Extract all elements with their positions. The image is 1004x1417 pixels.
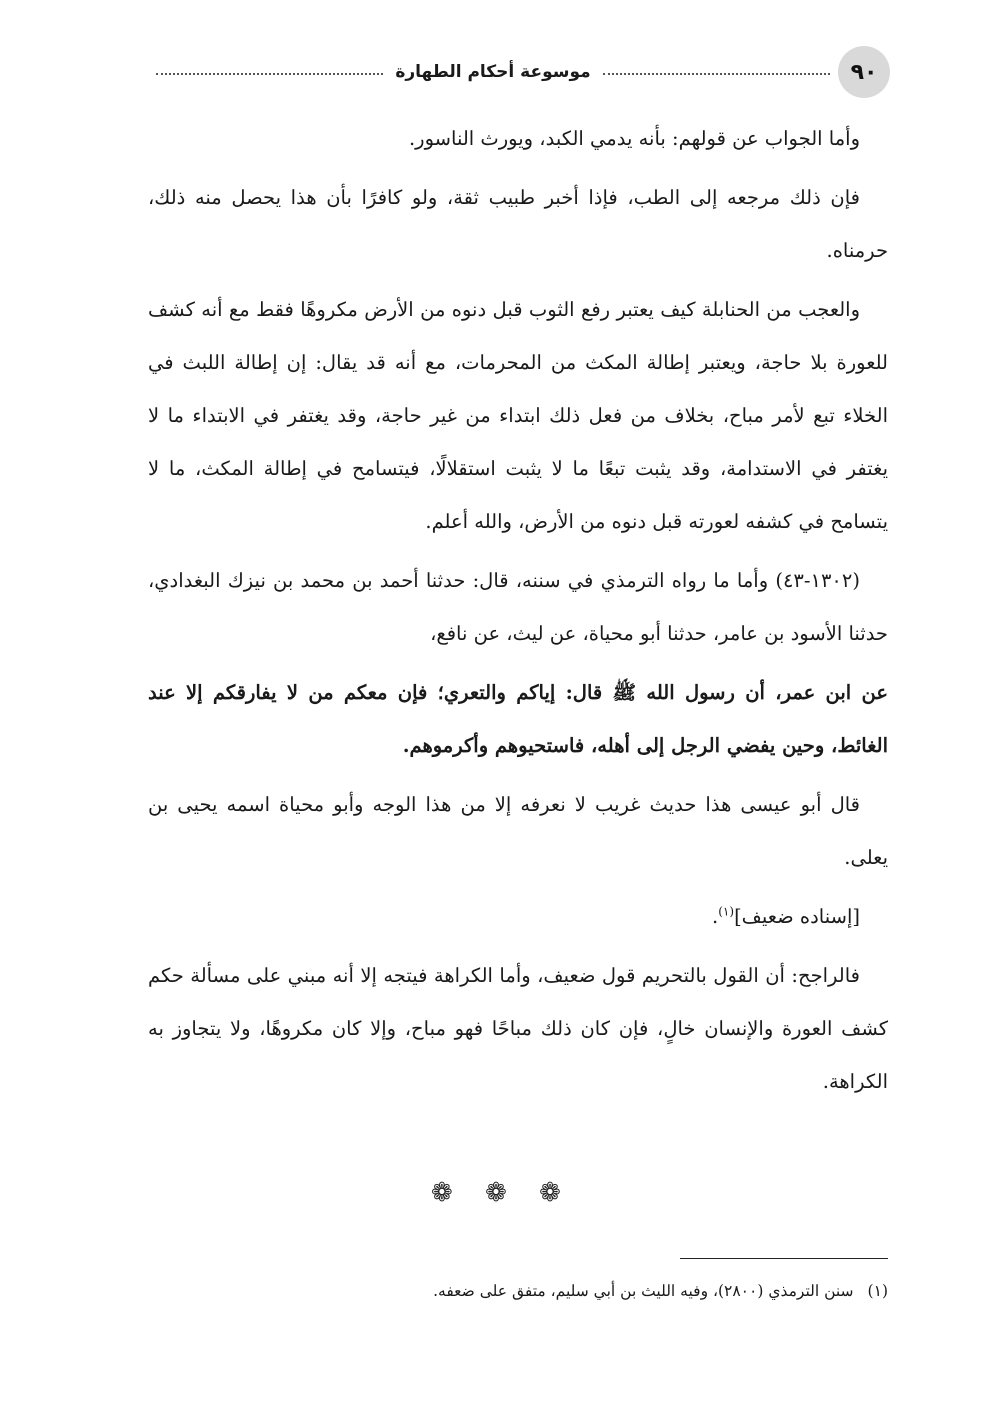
footnote-number: (١) — [867, 1282, 888, 1300]
footnote-rule — [680, 1258, 888, 1259]
section-separator-ornaments: ❁ ❁ ❁ — [431, 1178, 573, 1208]
grading-end: . — [712, 905, 719, 928]
paragraph-isnad: (١٣٠٢-٤٣) وأما ما رواه الترمذي في سننه، قال: حدثنا أحمد بن محمد بن نيزك البغدادي، حدثنا الأسود بن عامر، حدثنا أبو محياة، عن ليث، عن نافع، — [148, 569, 888, 645]
main-text — [148, 112, 888, 1114]
book-title: موسوعة أحكام الطهارة — [395, 62, 591, 82]
footnote-reference[interactable]: (١) — [718, 904, 735, 919]
hadith-text: عن ابن عمر، أن رسول الله ﷺ قال: إياكم والتعري؛ فإن معكم من لا يفارقكم إلا عند الغائط، وحين يفضي الرجل إلى أهله، فاستحيوهم وأكرموهم. — [148, 681, 888, 757]
footnote-text: سنن الترمذي (٢٨٠٠)، وفيه الليث بن أبي سليم، متفق على ضعفه. — [433, 1282, 854, 1300]
header-dotted-leader-left — [156, 73, 383, 75]
paragraph-medical: فإن ذلك مرجعه إلى الطب، فإذا أخبر طبيب ثقة، ولو كافرًا بأن هذا يحصل منه ذلك، حرمناه. — [148, 186, 888, 262]
running-header — [148, 46, 890, 98]
paragraph-tirmidhi-comment: قال أبو عيسى هذا حديث غريب لا نعرفه إلا من هذا الوجه وأبو محياة اسمه يحيى بن يعلى. — [148, 793, 888, 869]
grading-text: [إسناده ضعيف] — [734, 905, 860, 928]
paragraph-conclusion: فالراجح: أن القول بالتحريم قول ضعيف، وأما الكراهة فيتجه إلا أنه مبني على مسألة حكم كشف العورة والإنسان خالٍ، فإن كان ذلك مباحًا فهو مباح، وإلا كان مكروهًا، ولا يتجاوز به الكراهة. — [148, 964, 888, 1093]
paragraph-reply: وأما الجواب عن قولهم: بأنه يدمي الكبد، ويورث الناسور. — [408, 127, 860, 150]
footnote — [148, 1276, 888, 1306]
page-number-badge: ٩٠ — [838, 46, 890, 98]
header-dotted-leader-right — [603, 73, 830, 75]
isnad-grading — [148, 890, 888, 943]
paragraph-hanbali-critique: والعجب من الحنابلة كيف يعتبر رفع الثوب قبل دنوه من الأرض مكروهًا فقط مع أنه كشف للعورة بلا حاجة، ويعتبر إطالة المكث من المحرمات، مع أنه قد يقال: إن إطالة اللبث في الخلاء تبع لأمر مباح، بخلاف من فعل ذلك ابتداء من غير حاجة، وقد يغتفر في الابتداء ما لا يغتفر في الاستدامة، وقد يثبت تبعًا ما لا يثبت استقلالًا، فيتسامح في إطالة المكث، ما لا يتسامح في كشفه لعورته قبل دنوه من الأرض، والله أعلم. — [148, 298, 889, 533]
